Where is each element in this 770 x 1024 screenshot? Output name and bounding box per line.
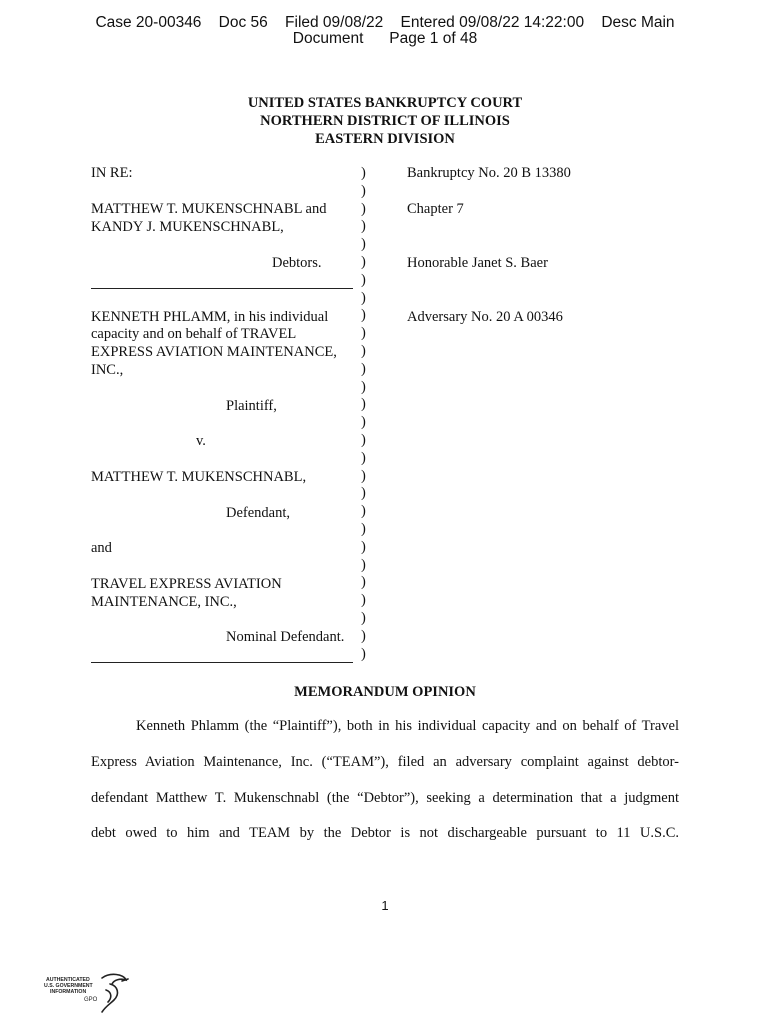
- adversary-number: Adversary No. 20 A 00346: [407, 309, 563, 325]
- seal-line-2: U.S. GOVERNMENT: [44, 983, 93, 989]
- court-name: UNITED STATES BANKRUPTCY COURT: [247, 95, 523, 111]
- nominal-defendant-line-2: MAINTENANCE, INC.,: [91, 594, 237, 610]
- seal-line-4: GPO: [84, 997, 98, 1003]
- paren: ): [361, 342, 366, 359]
- nominal-defendant-line-1: TRAVEL EXPRESS AVIATION: [91, 576, 282, 592]
- filed-date: Filed 09/08/22: [285, 14, 384, 31]
- paren: ): [361, 609, 366, 626]
- case-number: Case 20-00346: [95, 14, 202, 31]
- paren: ): [361, 325, 366, 342]
- paren: ): [361, 431, 366, 448]
- doc-number: Doc 56: [218, 14, 268, 31]
- paren: ): [361, 253, 366, 270]
- debtors-name-line-2: KANDY J. MUKENSCHNABL,: [91, 219, 284, 235]
- plaintiff-line-3: EXPRESS AVIATION MAINTENANCE,: [91, 344, 337, 360]
- defendant-label: Defendant,: [226, 505, 291, 521]
- versus-label: v.: [196, 433, 206, 449]
- body-line-3: defendant Matthew T. Mukenschnabl (the “Debtor”), seeking a determination that a judgment: [91, 790, 679, 806]
- court-district: NORTHERN DISTRICT OF ILLINOIS: [260, 113, 510, 129]
- in-re-label: IN RE:: [91, 165, 133, 181]
- paren: ): [361, 414, 366, 431]
- entered-date: Entered 09/08/22 14:22:00: [400, 14, 585, 31]
- eagle-icon: [102, 974, 128, 1012]
- defendant-name: MATTHEW T. MUKENSCHNABL,: [91, 469, 307, 485]
- seal-line-3: INFORMATION: [50, 989, 87, 995]
- paren: ): [361, 271, 366, 288]
- paren: ): [361, 556, 366, 573]
- document-label: Document: [292, 30, 364, 47]
- body-line-1: Kenneth Phlamm (the “Plaintiff”), both in his individual capacity and on behalf of Travel: [136, 718, 679, 734]
- body-line-4: debt owed to him and TEAM by the Debtor is not dischargeable pursuant to 11 U.S.C.: [91, 825, 679, 841]
- paren: ): [361, 360, 366, 377]
- paren: ): [361, 236, 366, 253]
- and-label: and: [91, 540, 112, 556]
- opinion-title: MEMORANDUM OPINION: [294, 684, 476, 700]
- plaintiff-label: Plaintiff,: [226, 398, 277, 414]
- paren: ): [361, 538, 366, 555]
- paren: ): [361, 503, 366, 520]
- paren: ): [361, 396, 366, 413]
- filing-header-line-1: [0, 15, 770, 31]
- caption-bottom-divider: [91, 662, 353, 663]
- paren: ): [361, 449, 366, 466]
- paren: ): [361, 520, 366, 537]
- paren: ): [361, 485, 366, 502]
- paren: ): [361, 182, 366, 199]
- filing-header-line-2: [0, 31, 770, 47]
- debtors-label: Debtors.: [272, 255, 322, 271]
- description: Desc Main: [601, 14, 675, 31]
- court-division: EASTERN DIVISION: [315, 131, 455, 147]
- judge-name: Honorable Janet S. Baer: [407, 255, 548, 271]
- caption-divider: [91, 288, 353, 289]
- paren: ): [361, 307, 366, 324]
- plaintiff-line-1: KENNETH PHLAMM, in his individual: [91, 309, 329, 325]
- paren: ): [361, 165, 366, 181]
- page-number: 1: [381, 898, 389, 913]
- paren: ): [361, 289, 366, 306]
- plaintiff-line-2: capacity and on behalf of TRAVEL: [91, 326, 297, 342]
- caption-parenthesis-column: [361, 165, 373, 663]
- seal-line-1: AUTHENTICATED: [46, 977, 90, 983]
- paren: ): [361, 574, 366, 591]
- body-line-2: Express Aviation Maintenance, Inc. (“TEAM”), filed an adversary complaint against debtor-: [91, 754, 679, 770]
- plaintiff-line-4: INC.,: [91, 362, 124, 378]
- paren: ): [361, 627, 366, 644]
- paren: ): [361, 200, 366, 217]
- nominal-defendant-label: Nominal Defendant.: [226, 629, 345, 645]
- page-indicator: Page 1 of 48: [389, 30, 478, 47]
- chapter-label: Chapter 7: [407, 201, 464, 217]
- debtors-name-line-1: MATTHEW T. MUKENSCHNABL and: [91, 201, 327, 217]
- paren: ): [361, 467, 366, 484]
- paren: ): [361, 592, 366, 609]
- gpo-authentication-logo: [44, 972, 132, 1016]
- paren: ): [361, 645, 366, 662]
- paren: ): [361, 378, 366, 395]
- bankruptcy-number: Bankruptcy No. 20 B 13380: [407, 165, 571, 181]
- paren: ): [361, 218, 366, 235]
